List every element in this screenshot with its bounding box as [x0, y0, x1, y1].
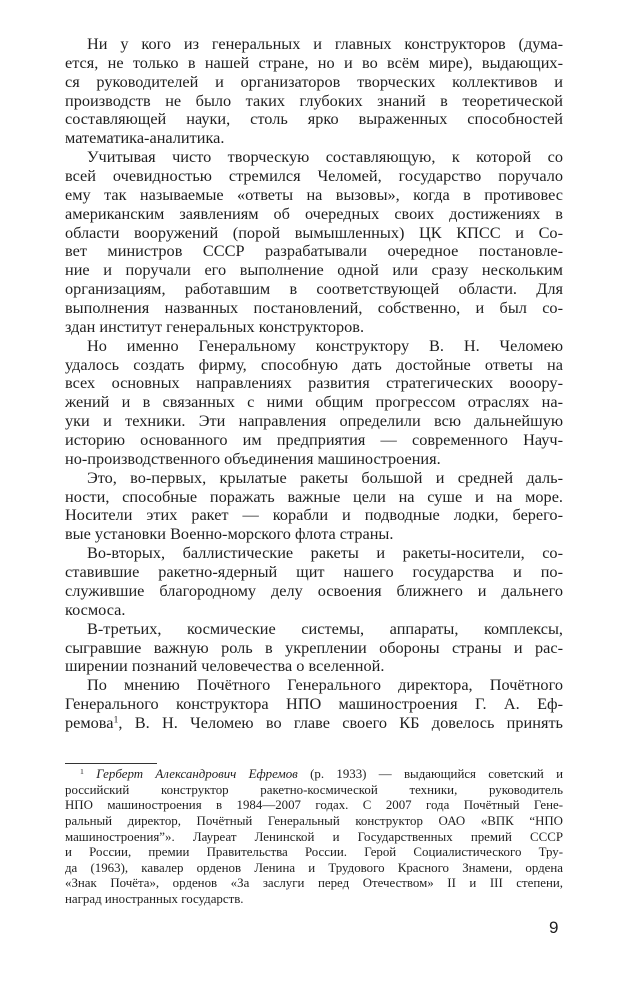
footnote-line: да (1963), кавалер орденов Ленина и Трудового Красного Знамени, ордена	[65, 860, 563, 875]
text-line: ставившие ракетно-ядерный щит нашего государства и по-	[65, 562, 563, 582]
text-line: Ни у кого из генеральных и главных конструкторов (дума-	[87, 34, 563, 53]
footnote-marker: 1	[80, 766, 84, 776]
text-line: ся руководителей и организаторов творческих коллективов и	[65, 71, 563, 91]
text-line: Но именно Генеральному конструктору В. Н. Челомею	[87, 335, 563, 355]
paragraph	[65, 620, 563, 677]
text-line: историю основанного им предприятия — современного Науч-	[65, 430, 563, 450]
footnote-line: машиностроения”». Лауреат Ленинской и Государственных премий СССР	[65, 829, 563, 844]
footnote-line: НПО машиностроения в 1984—2007 годах. С 2007 года Почётный Гене-	[65, 798, 563, 813]
footnote-line: российский конструктор ракетно-космической техники, руководитель	[65, 782, 563, 797]
text-line: здан институт генеральных конструкторов.	[65, 316, 365, 336]
text-line: ему так называемые «ответы на вызовы», когда в противовес	[65, 184, 563, 204]
footnote-line: «Знак Почёта», орденов «За заслуги перед Отечеством» II и III степени,	[65, 876, 563, 891]
text-line: ние и поручали его выполнение одной или сразу нескольким	[65, 260, 563, 280]
footnote-divider	[65, 763, 157, 764]
text-line: По мнению Почётного Генерального директора, Почётного	[87, 675, 563, 695]
text-line: Это, во-первых, крылатые ракеты большой и средней даль-	[87, 467, 563, 487]
text-line: области вооружений (порой вымышленных) ЦК КПСС и Со-	[65, 222, 563, 242]
text-line: Носители этих ракет — корабли и подводные лодки, берего-	[65, 505, 563, 525]
text-line: вет министров СССР разрабатывали очередное постановле-	[65, 241, 563, 261]
paragraph	[65, 148, 563, 337]
paragraph	[65, 676, 563, 733]
text-line: ности, способные поражать важные цели на суше и на море.	[65, 486, 563, 506]
text-line: уки и техники. Эти направления определили всю дальнейшую	[65, 411, 563, 431]
text-line: но-производственного объединения машиностроения.	[65, 448, 441, 468]
text-line: служившие благородному делу освоения ближнего и дальнего	[65, 580, 563, 600]
text-line: всей очевидностью стремился Челомей, государство поручало	[65, 166, 563, 186]
text-line: В-третьих, космические системы, аппараты, комплексы,	[87, 618, 563, 638]
text-line: удалось создать фирму, способную дать достойные ответы на	[65, 354, 563, 374]
text-fragment: ремова	[65, 712, 114, 732]
footnote-person-name: Герберт Александрович Ефремов	[96, 767, 298, 781]
text-line: американским заявлениям об очередных своих достижениях в	[65, 203, 563, 223]
text-line: ется, не только в нашей стране, но и во всём мире), выдающих-	[65, 52, 563, 72]
text-line: ширении познаний человечества о вселенной.	[65, 656, 385, 676]
footnote-reference: 1	[113, 714, 119, 726]
text-line: организациям, работавшим в соответствующей области. Для	[65, 279, 563, 299]
footnotes	[65, 767, 563, 908]
text-fragment: , В. Н. Челомею во главе своего КБ довелось принять	[118, 712, 563, 732]
text-line: сыгравшие важную роль в укреплении обороны страны и рас-	[65, 637, 563, 657]
paragraph	[65, 35, 563, 148]
text-line: космоса.	[65, 599, 126, 619]
text-line: всех основных направлениях развития стратегических вооору-	[65, 373, 563, 393]
page-number: 9	[549, 918, 559, 937]
text-line: составляющей науки, столь ярко выраженных способностей	[65, 109, 563, 129]
text-line: жений и в связанных с ними общим прогрессом отраслях на-	[65, 392, 563, 412]
text-line: вые установки Военно-морского флота страны.	[65, 524, 394, 544]
text-line: выполнения названных постановлений, собственно, и был со-	[65, 298, 563, 318]
text-line: Во-вторых, баллистические ракеты и ракеты-носители, со-	[87, 543, 563, 563]
footnote-line: ральный директор, Почётный Генеральный конструктор ОАО «ВПК “НПО	[65, 813, 563, 828]
text-fragment: (р. 1933) — выдающийся советский и	[297, 767, 563, 781]
text-line: производств не было таких глубоких знаний в теоретической	[65, 90, 563, 110]
text-line	[65, 714, 563, 733]
footnote-line: и России, премии Правительства России. Герой Социалистического Тру-	[65, 845, 563, 860]
text-line: Учитывая чисто творческую составляющую, к которой со	[87, 147, 563, 167]
paragraph	[65, 337, 563, 469]
footnote-line	[65, 767, 563, 783]
text-line: математика-аналитика.	[65, 128, 225, 148]
paragraph	[65, 544, 563, 619]
paragraph	[65, 469, 563, 544]
footnote-line: наград иностранных государств.	[65, 892, 244, 907]
body-text	[65, 35, 563, 733]
text-line: Генерального конструктора НПО машиностроения Г. А. Еф-	[65, 694, 563, 714]
